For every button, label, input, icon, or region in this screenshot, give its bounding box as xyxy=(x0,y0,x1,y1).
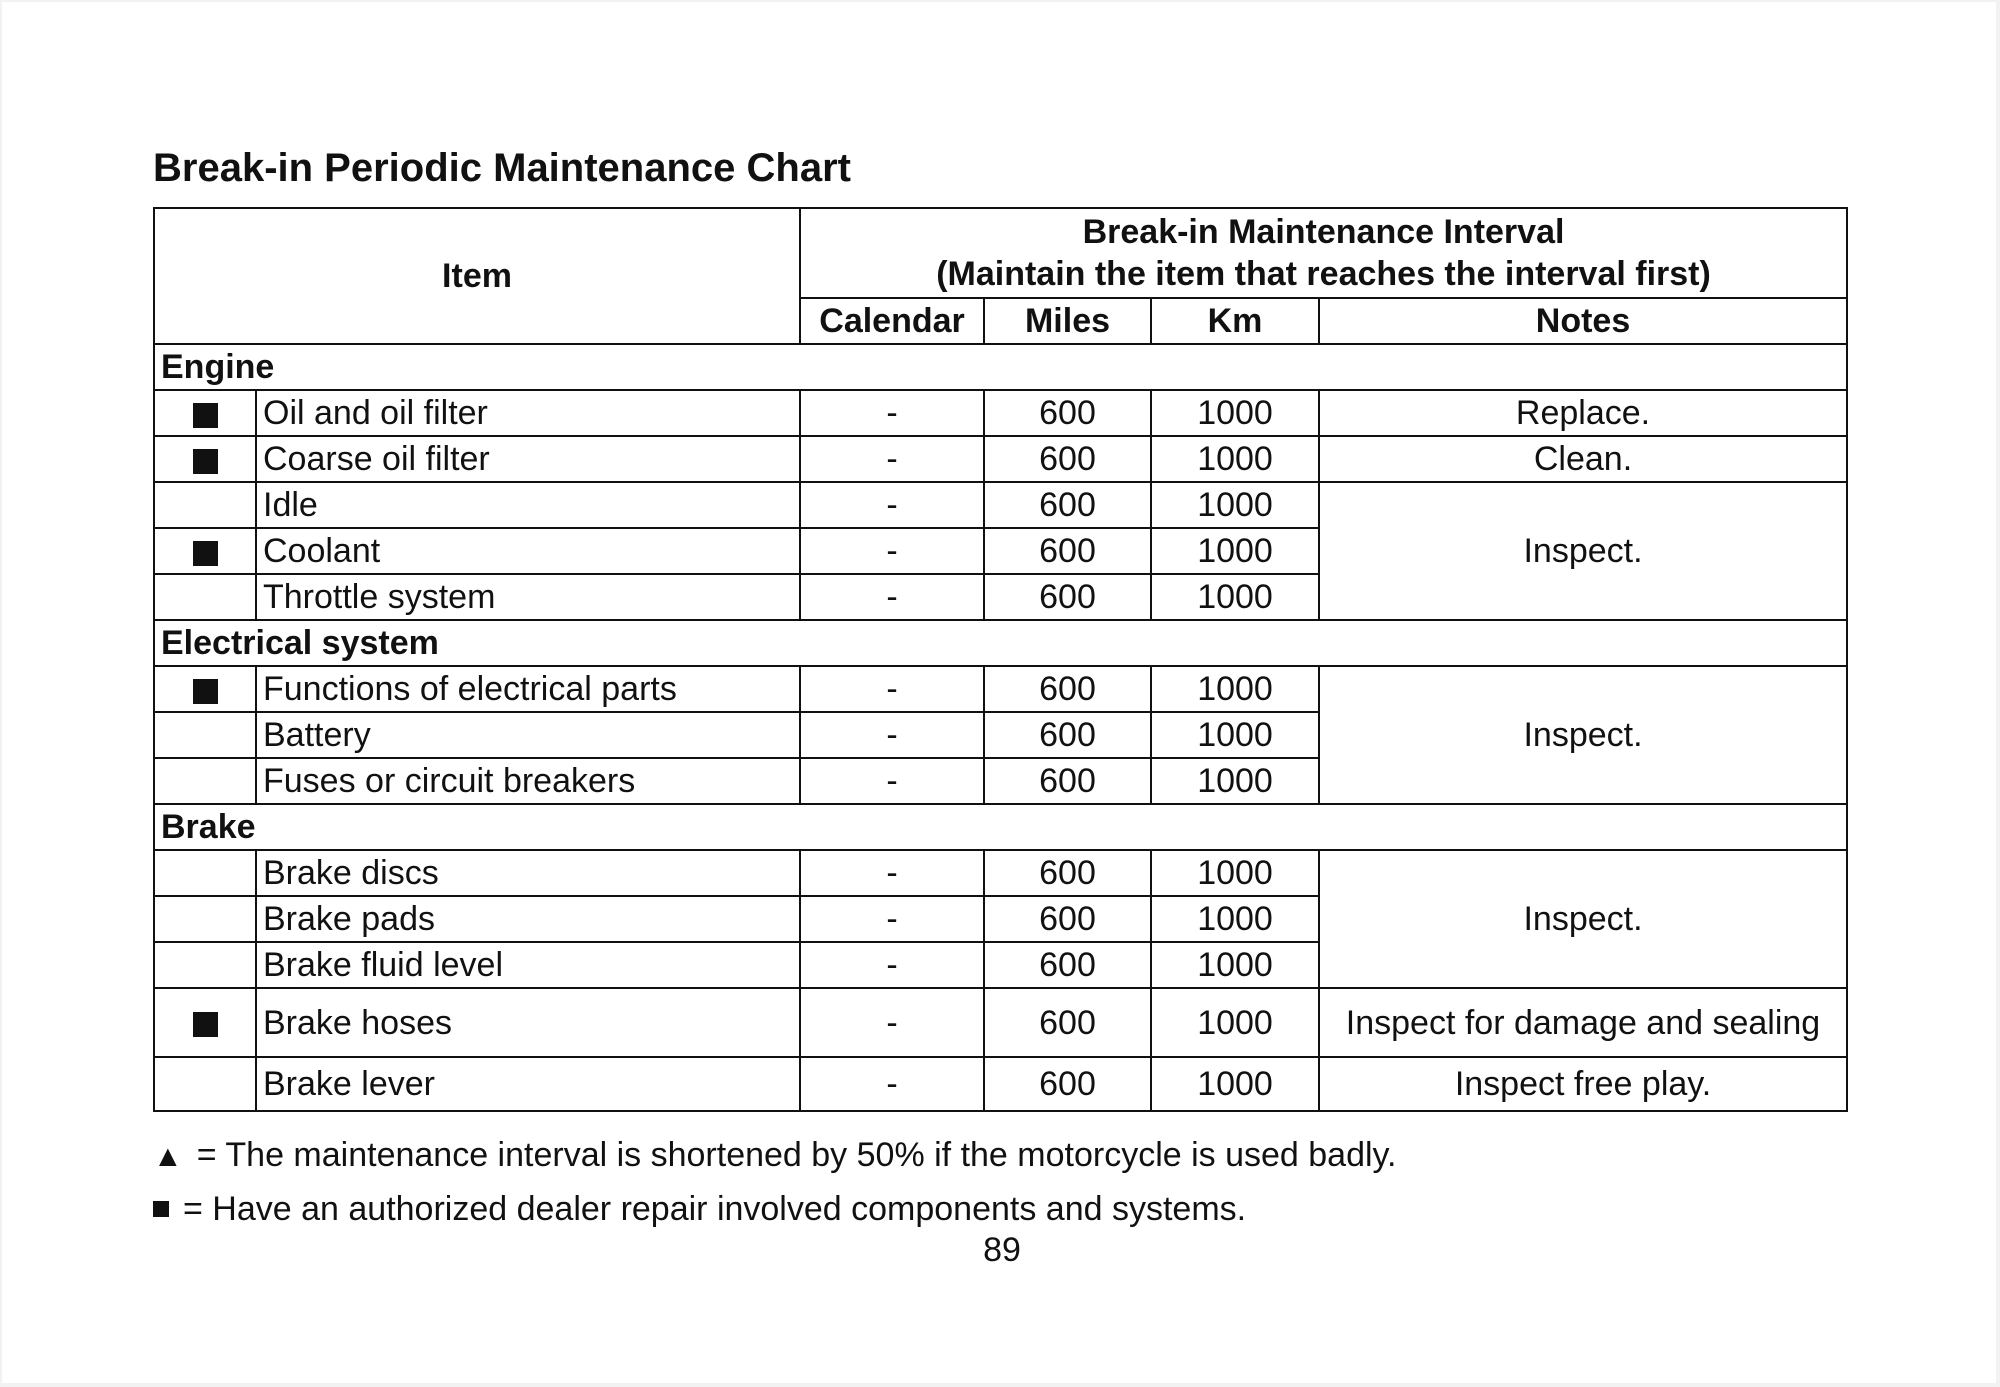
item-name: Battery xyxy=(256,712,800,758)
dealer-mark-cell xyxy=(154,712,256,758)
dealer-mark-cell xyxy=(154,574,256,620)
header-interval-subtitle: (Maintain the item that reaches the interval first) xyxy=(936,255,1711,293)
item-name: Idle xyxy=(256,482,800,528)
calendar-value: - xyxy=(800,896,984,942)
square-icon xyxy=(193,1012,218,1037)
dealer-mark-cell xyxy=(154,896,256,942)
footnote-square xyxy=(153,1192,1246,1226)
km-value: 1000 xyxy=(1151,896,1319,942)
calendar-value: - xyxy=(800,528,984,574)
km-value: 1000 xyxy=(1151,482,1319,528)
table-row xyxy=(154,482,1847,528)
miles-value: 600 xyxy=(984,988,1151,1057)
dealer-mark-cell xyxy=(154,850,256,896)
table-row xyxy=(154,988,1847,1057)
calendar-value: - xyxy=(800,390,984,436)
header-km: Km xyxy=(1151,298,1319,344)
km-value: 1000 xyxy=(1151,528,1319,574)
footnote-square-text: = Have an authorized dealer repair involved components and systems. xyxy=(183,1190,1247,1228)
km-value: 1000 xyxy=(1151,1057,1319,1111)
miles-value: 600 xyxy=(984,942,1151,988)
item-name: Coolant xyxy=(256,528,800,574)
miles-value: 600 xyxy=(984,666,1151,712)
dealer-mark-cell xyxy=(154,482,256,528)
square-icon xyxy=(193,541,218,566)
header-interval xyxy=(800,208,1847,298)
item-name: Brake fluid level xyxy=(256,942,800,988)
dealer-mark-cell xyxy=(154,436,256,482)
miles-value: 600 xyxy=(984,896,1151,942)
item-name: Brake pads xyxy=(256,896,800,942)
note-value: Inspect. xyxy=(1319,850,1847,988)
note-value: Clean. xyxy=(1319,436,1847,482)
dealer-mark-cell xyxy=(154,1057,256,1111)
miles-value: 600 xyxy=(984,482,1151,528)
calendar-value: - xyxy=(800,758,984,804)
footnote-triangle-text: = The maintenance interval is shortened by 50% if the motorcycle is used badly. xyxy=(196,1136,1397,1174)
item-name: Oil and oil filter xyxy=(256,390,800,436)
km-value: 1000 xyxy=(1151,390,1319,436)
km-value: 1000 xyxy=(1151,574,1319,620)
section-electrical-system: Electrical system xyxy=(154,620,1847,666)
km-value: 1000 xyxy=(1151,850,1319,896)
dealer-mark-cell xyxy=(154,758,256,804)
item-name: Brake hoses xyxy=(256,988,800,1057)
miles-value: 600 xyxy=(984,528,1151,574)
table-row xyxy=(154,850,1847,896)
item-name: Brake lever xyxy=(256,1057,800,1111)
item-name: Functions of electrical parts xyxy=(256,666,800,712)
calendar-value: - xyxy=(800,436,984,482)
item-name: Throttle system xyxy=(256,574,800,620)
section-brake: Brake xyxy=(154,804,1847,850)
note-value: Inspect. xyxy=(1319,482,1847,620)
miles-value: 600 xyxy=(984,390,1151,436)
square-icon xyxy=(193,679,218,704)
calendar-value: - xyxy=(800,574,984,620)
km-value: 1000 xyxy=(1151,436,1319,482)
dealer-mark-cell xyxy=(154,666,256,712)
maintenance-chart-table xyxy=(153,207,1848,1112)
header-calendar: Calendar xyxy=(800,298,984,344)
calendar-value: - xyxy=(800,666,984,712)
page-title: Break-in Periodic Maintenance Chart xyxy=(153,146,851,190)
km-value: 1000 xyxy=(1151,666,1319,712)
km-value: 1000 xyxy=(1151,942,1319,988)
header-item: Item xyxy=(154,208,800,344)
note-value: Replace. xyxy=(1319,390,1847,436)
miles-value: 600 xyxy=(984,712,1151,758)
header-miles: Miles xyxy=(984,298,1151,344)
km-value: 1000 xyxy=(1151,712,1319,758)
item-name: Brake discs xyxy=(256,850,800,896)
section-engine: Engine xyxy=(154,344,1847,390)
triangle-icon: ▲ xyxy=(153,1140,183,1173)
note-value: Inspect for damage and sealing xyxy=(1319,988,1847,1057)
miles-value: 600 xyxy=(984,758,1151,804)
miles-value: 600 xyxy=(984,1057,1151,1111)
note-value: Inspect free play. xyxy=(1319,1057,1847,1111)
km-value: 1000 xyxy=(1151,758,1319,804)
dealer-mark-cell xyxy=(154,942,256,988)
calendar-value: - xyxy=(800,1057,984,1111)
item-name: Coarse oil filter xyxy=(256,436,800,482)
dealer-mark-cell xyxy=(154,988,256,1057)
table-row xyxy=(154,666,1847,712)
table-row xyxy=(154,390,1847,436)
dealer-mark-cell xyxy=(154,528,256,574)
miles-value: 600 xyxy=(984,436,1151,482)
miles-value: 600 xyxy=(984,850,1151,896)
item-name: Fuses or circuit breakers xyxy=(256,758,800,804)
calendar-value: - xyxy=(800,712,984,758)
square-icon xyxy=(193,449,218,474)
calendar-value: - xyxy=(800,850,984,896)
manual-page xyxy=(2,2,1996,1383)
miles-value: 600 xyxy=(984,574,1151,620)
header-interval-title: Break-in Maintenance Interval xyxy=(1082,213,1565,251)
square-icon xyxy=(193,403,218,428)
table-row xyxy=(154,436,1847,482)
calendar-value: - xyxy=(800,942,984,988)
calendar-value: - xyxy=(800,482,984,528)
dealer-mark-cell xyxy=(154,390,256,436)
header-notes: Notes xyxy=(1319,298,1847,344)
note-value: Inspect. xyxy=(1319,666,1847,804)
km-value: 1000 xyxy=(1151,988,1319,1057)
calendar-value: - xyxy=(800,988,984,1057)
table-row xyxy=(154,1057,1847,1111)
square-icon xyxy=(153,1201,169,1217)
footnote-triangle xyxy=(153,1138,1396,1172)
page-number: 89 xyxy=(983,1231,1021,1269)
